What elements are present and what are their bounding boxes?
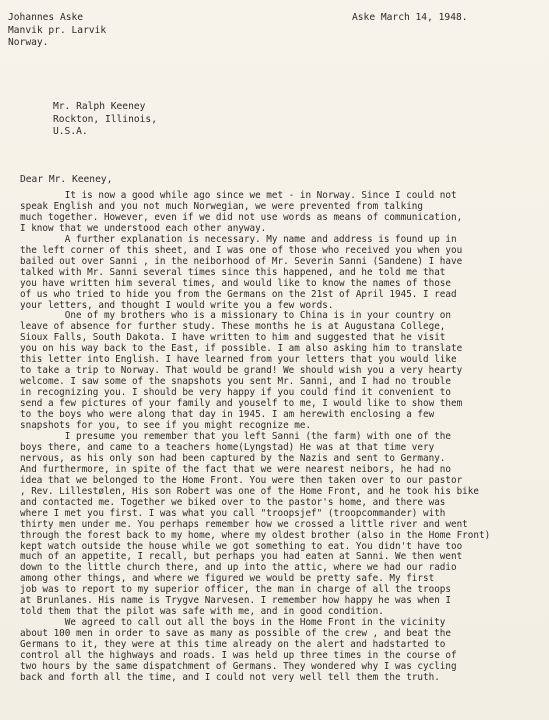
sender-address [8, 12, 106, 50]
body-line: back and forth all the time, and I could not very well tell them the truth. [20, 671, 440, 683]
recipient-address [53, 101, 157, 139]
recipient-name: Mr. Ralph Keeney [53, 101, 146, 112]
body-line: We agreed to call out all the boys in the Home Front in the vicinity [20, 617, 446, 629]
body-line: of us who tried to hide you from the Germans on the 21st of April 1945. I read [20, 288, 457, 300]
body-line: your letters, and thought I would write you a few words. [20, 299, 334, 311]
body-line: leave of absence for further study. These months he is at Augustana College, [20, 321, 446, 333]
body-line: It is now a good while ago since we met - in Norway. Since I could not [20, 190, 457, 201]
body-line: thirty men under me. You perhaps remember how we crossed a little river and went [20, 518, 468, 530]
body-line: Germans to it, they were at this time already on the alert and hadstarted to [20, 639, 446, 651]
body-line: Sioux Falls, South Dakota. I have written to him and suggested that he visit [20, 332, 446, 344]
body-line: boys there, and came to a teachers home(Lyngstad) He was at that time very [20, 441, 435, 453]
body-line: job was to report to my superior officer, the man in charge of all the troops [20, 584, 451, 596]
body-line: at Brunlanes. His name is Trygve Narvesen. I remember how happy he was when I [20, 595, 451, 607]
sender-town: Manvik pr. Larvik [8, 24, 107, 36]
body-line: bailed out over Sanni , in the neiborhood of Mr. Severin Sanni (Sandene) I have [20, 255, 463, 267]
body-line: much of an appetite, I recall, but perhaps you had eaten at Sanni. We then went [20, 551, 463, 563]
body-line: I know that we understood each other anyway. [20, 222, 267, 234]
body-line: welcome. I saw some of the snapshots you sent Mr. Sanni, and I had no trouble [20, 376, 451, 388]
letter-date: Aske March 14, 1948. [352, 12, 468, 23]
recipient-town: Rockton, Illinois, [53, 113, 157, 125]
letter-body [20, 191, 540, 684]
body-line: speak English and you not much Norwegian, we were prevented from talking [20, 200, 423, 212]
body-line: talked with Mr. Sanni several times since this happened, and he told me that [20, 266, 446, 278]
body-line: told them that the pilot was safe with me, and in good condition. [20, 606, 384, 618]
body-line: down to the little church there, and up into the attic, where we had our radio [20, 562, 457, 574]
body-line: idea that we belonged to the Home Front. You were then taken over to our pastor [20, 474, 463, 486]
recipient-country: U.S.A. [53, 126, 88, 137]
body-line: through the forest back to my home, where my oldest brother (also in the Home Front) [20, 529, 491, 541]
body-line: where I met you first. I was what you call "troopsjef" (troopcommander) with [20, 507, 446, 519]
salutation: Dear Mr. Keeney, [20, 174, 113, 185]
body-line: in recognizing you. I should be very happy if you could find it convenient to [20, 387, 451, 399]
body-line: , Rev. Lillestølen, His son Robert was one of the Home Front, and he took his bike [20, 485, 479, 497]
body-line: snapshots for you, to see if you might recognize me. [20, 420, 312, 432]
body-line: this letter into English. I have learned from your letters that you would like [20, 354, 457, 366]
body-line: you have written him several times, and would like to know the names of those [20, 277, 451, 289]
body-line: control all the highways and roads. I was held up three times in the course of [20, 650, 457, 662]
body-line: to take a trip to Norway. That would be grand! We should wish you a very hearty [20, 365, 463, 377]
body-line: about 100 men in order to save as many as possible of the crew , and beat the [20, 628, 451, 640]
body-line: much together. However, even if we did not use words as means of communication, [20, 211, 463, 223]
sender-name: Johannes Aske [8, 12, 84, 23]
body-line: and contacted me. Together we biked over to the pastor's home, and there was [20, 496, 446, 508]
body-line: the left corner of this sheet, and I was one of those who received you when you [20, 244, 463, 256]
body-line: A further explanation is necessary. My name and address is found up in [20, 233, 457, 245]
sender-country: Norway. [8, 37, 49, 48]
body-line: two hours by the same dispatchment of Germans. They wondered why I was cycling [20, 660, 457, 672]
body-line: you on his way back to the East, if possible. I am also asking him to translate [20, 343, 463, 355]
body-line: send a few pictures of your family and youself to me, I would like to show them [20, 398, 463, 410]
body-line: I presume you remember that you left Sanni (the farm) with one of the [20, 430, 451, 442]
body-line: among other things, and where we figured we would be pretty safe. My first [20, 573, 435, 585]
body-line: And furthermore, in spite of the fact that we were nearest neibors, he had no [20, 463, 451, 475]
body-line: One of my brothers who is a missionary to China is in your country on [20, 310, 451, 322]
body-line: kept watch outside the house while we got something to eat. You didn't have too [20, 540, 463, 552]
body-line: to the boys who were along that day in 1945. I am herewith enclosing a few [20, 409, 435, 421]
body-line: nervous, as his only son had been captured by the Nazis and sent to Germany. [20, 452, 446, 464]
